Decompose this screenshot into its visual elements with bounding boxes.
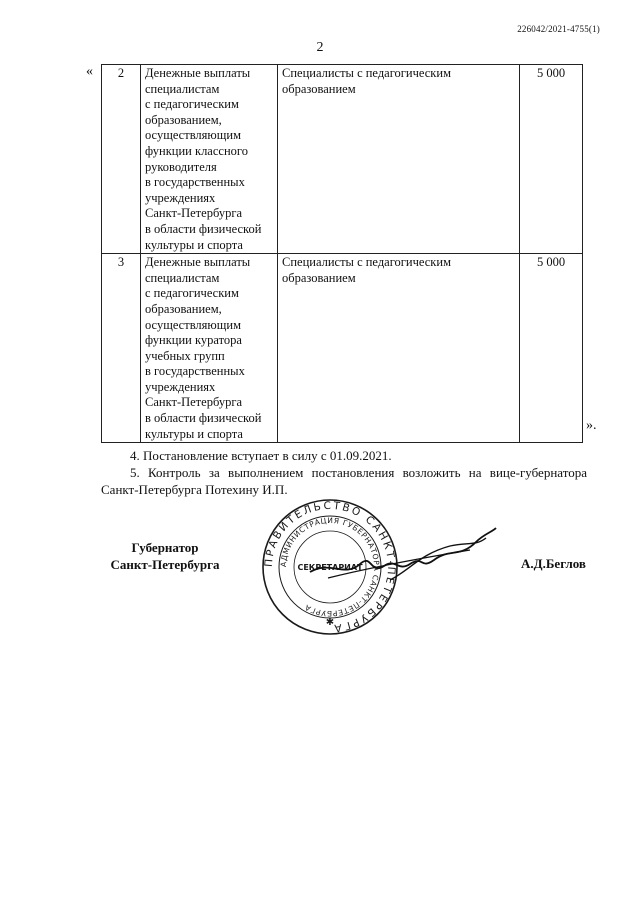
payment-name-text: Денежные выплаты специалистам с педагогическим образованием, осуществляющим функции куратора учебных групп в государственных учреждениях Санкт-Петербурга в области физической культуры и спорта — [145, 255, 262, 441]
signatory-title-line-1: Губернатор — [131, 540, 199, 555]
opening-quote: « — [86, 64, 93, 79]
paragraph-4: 4. Постановление вступает в силу с 01.09.2021. — [130, 448, 392, 463]
row-number: 3 — [102, 254, 141, 443]
paragraph-5-line-1: 5. Контроль за выполнением постановления возложить на вице-губернатора — [130, 465, 587, 480]
seal-center-text: СЕКРЕТАРИАТ — [297, 563, 363, 572]
payment-name — [141, 254, 278, 443]
document-id: 226042/2021-4755(1) — [517, 24, 600, 34]
seal-outer-text: ПРАВИТЕЛЬСТВО САНКТ-ПЕТЕРБУРГА — [262, 499, 398, 635]
payment-recipients: Специалисты с педагогическим образованием — [278, 254, 520, 443]
handwritten-signature — [300, 520, 500, 590]
paragraph-5-line-2: Санкт-Петербурга Потехину И.П. — [101, 482, 288, 497]
closing-quote: ». — [586, 418, 597, 433]
table-row — [102, 65, 583, 254]
signatory-name: А.Д.Беглов — [521, 556, 586, 571]
payment-amount: 5 000 — [520, 65, 583, 254]
seal-inner-text: АДМИНИСТРАЦИЯ ГУБЕРНАТОРА САНКТ-ПЕТЕРБУРГА — [278, 515, 382, 619]
signatory-title — [100, 539, 230, 573]
row-number: 2 — [102, 65, 141, 254]
seal-star-icon: ✱ — [325, 617, 335, 628]
page-number: 2 — [316, 40, 324, 55]
signatory-title-line-2: Санкт-Петербурга — [110, 557, 220, 572]
payment-name-text: Денежные выплаты специалистам с педагогическим образованием, осуществляющим функции классного руководителя в государственных учреждениях Санкт-Петербурга в области физической культуры и спорта — [145, 66, 262, 252]
payments-table — [101, 64, 583, 443]
table-row — [102, 254, 583, 443]
payment-name — [141, 65, 278, 254]
payment-amount: 5 000 — [520, 254, 583, 443]
payment-recipients: Специалисты с педагогическим образованием — [278, 65, 520, 254]
